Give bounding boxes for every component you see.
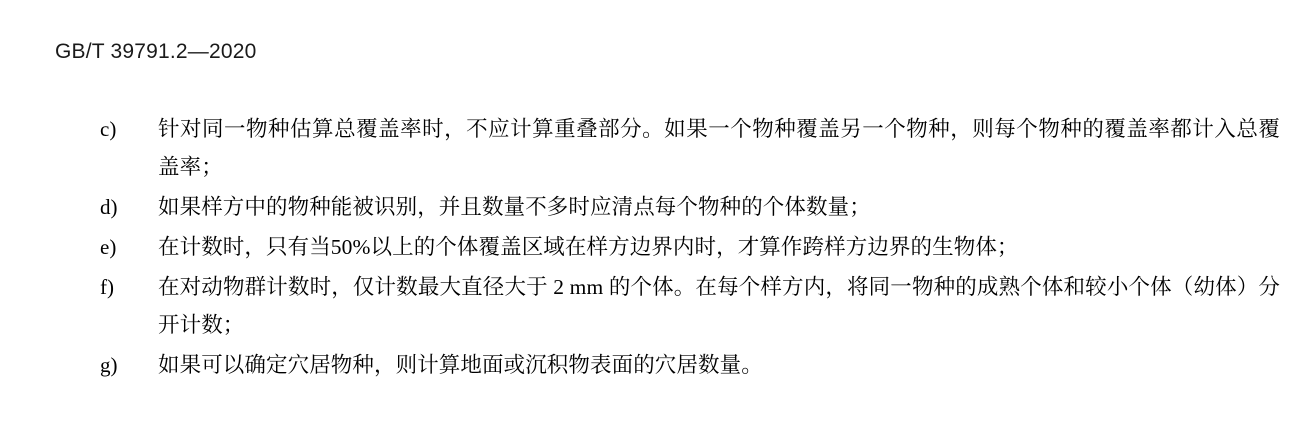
list-item	[100, 268, 1280, 344]
list-item	[100, 110, 1280, 186]
list-item	[100, 188, 1280, 226]
page-header-standard-number: GB/T 39791.2—2020	[55, 40, 257, 63]
list-item-marker: g)	[100, 353, 118, 377]
list-item-marker: e)	[100, 235, 117, 259]
list-item-text: 如果样方中的物种能被识别，并且数量不多时应清点每个物种的个体数量；	[158, 195, 871, 219]
clause-list	[100, 110, 1280, 386]
list-item	[100, 228, 1280, 266]
list-item-text: 如果可以确定穴居物种，则计算地面或沉积物表面的穴居数量。	[158, 353, 763, 377]
list-item-text: 针对同一物种估算总覆盖率时，不应计算重叠部分。如果一个物种覆盖另一个物种，则每个物种的覆盖率都计入总覆盖率；	[158, 117, 1280, 179]
list-item-marker: f)	[100, 275, 114, 299]
list-item-marker: d)	[100, 195, 118, 219]
list-item-text: 在对动物群计数时，仅计数最大直径大于 2 mm 的个体。在每个样方内，将同一物种的成熟个体和较小个体（幼体）分开计数；	[158, 275, 1280, 337]
list-item-marker: c)	[100, 117, 117, 141]
list-item-text: 在计数时，只有当50%以上的个体覆盖区域在样方边界内时，才算作跨样方边界的生物体；	[158, 235, 1019, 259]
list-item	[100, 346, 1280, 384]
